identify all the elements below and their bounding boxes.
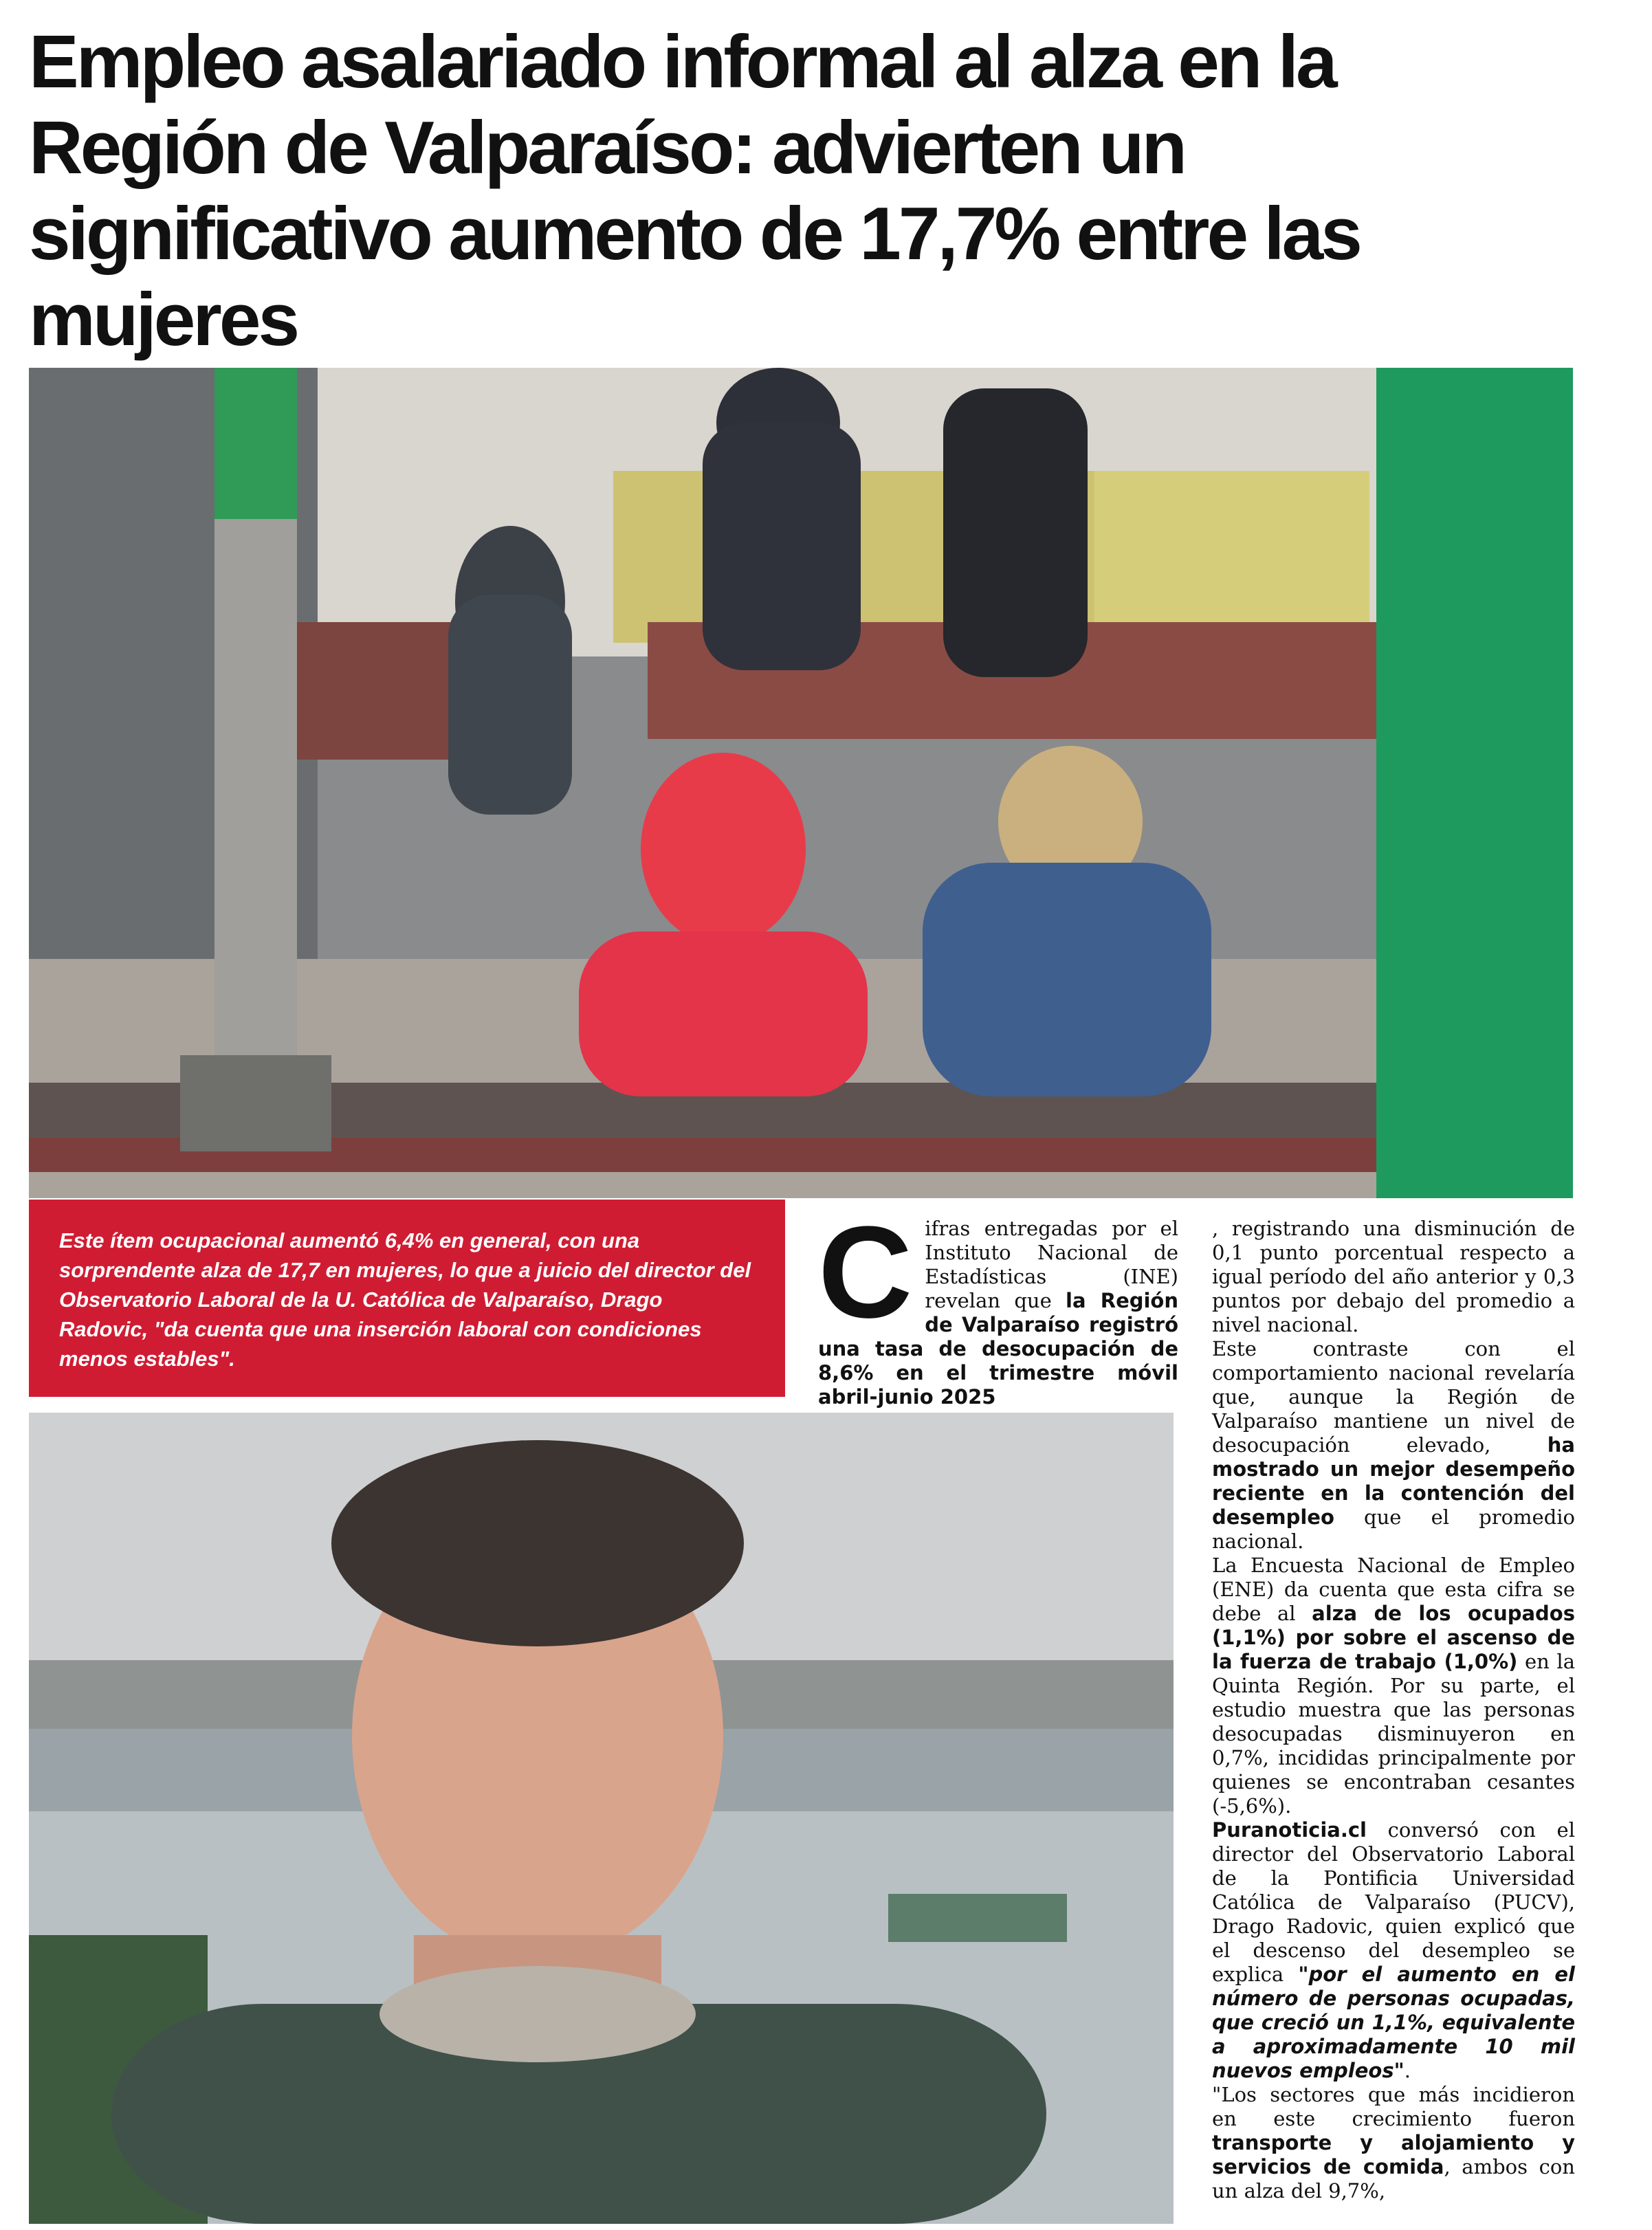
p3-tail: en la Quinta Región. Por su parte, el estudio muestra que las personas desocupadas disminuyeron en 0,7%, incididas principalmente por quienes se encontraban cesantes (-5,6%). [1212, 1650, 1575, 1818]
p5-tail: , ambos con un alza del 9,7%, [1212, 2155, 1575, 2203]
article-column-1 [818, 1200, 1179, 1409]
headline: Empleo asalariado informal al alza en la Región de Valparaíso: advierten un significativo aumento de 17,7% entre las mujeres [29, 20, 1360, 362]
p2-bold: ha mostrado un mejor desempeño reciente en la contención del desempleo [1212, 1433, 1575, 1529]
p5-bold: transporte y alojamiento y servicios de comida [1212, 2131, 1575, 2178]
article-paragraph-3 [1212, 1554, 1575, 1818]
caption-text: Este ítem ocupacional aumentó 6,4% en general, con una sorprendente alza de 17,7 en mujeres, lo que a juicio del director del Observatorio Laboral de la U. Católica de Valparaíso, Drago Radovic, "da cuenta que una inserción laboral con condiciones menos estables". [59, 1228, 751, 1371]
p1-tail: , registrando una disminución de 0,1 punto porcentual respecto a igual período del año anterior y 0,3 puntos por debajo del promedio a nivel nacional. [1212, 1217, 1575, 1336]
article-column-2 [1212, 1217, 1575, 2203]
article-paragraph-5 [1212, 2083, 1575, 2203]
street-photo [29, 368, 1573, 1198]
photo-caption [29, 1200, 785, 1397]
p5-lead: "Los sectores que más incidieron en este crecimiento fueron [1212, 2083, 1575, 2130]
p4-tail: . [1404, 2059, 1411, 2082]
p3-bold: alza de los ocupados (1,1%) por sobre el ascenso de la fuerza de trabajo (1,0%) [1212, 1602, 1575, 1673]
p2-lead: Este contraste con el comportamiento nacional revelaría que, aunque la Región de Valparaíso mantiene un nivel de desocupación elevado, [1212, 1337, 1575, 1457]
source-name: Puranoticia.cl [1212, 1818, 1367, 1842]
article-paragraph-2 [1212, 1337, 1575, 1554]
p4-lead: conversó con el director del Observatorio Laboral de la Pontificia Universidad Católica de Valparaíso (PUCV), Drago Radovic, quien explicó que el descenso del desempleo se explica [1212, 1818, 1575, 1986]
p1-bold: la Región de Valparaíso registró una tasa de desocupación de 8,6% en el trimestre móvil abril-junio 2025 [818, 1289, 1179, 1409]
portrait-photo [29, 1413, 1174, 2224]
p1-lead: ifras entregadas por el Instituto Nacional de Estadísticas (INE) revelan que [925, 1217, 1178, 1312]
drop-cap: C [818, 1200, 913, 1345]
quote-1: "por el aumento en el número de personas ocupadas, que creció un 1,1%, equivalente a aproximadamente 10 mil nuevos empleos" [1212, 1963, 1575, 2082]
article-paragraph-1 [818, 1200, 1179, 1409]
portrait-illustration [29, 1413, 1174, 2224]
street-scene-illustration [29, 368, 1573, 1198]
p3-lead: La Encuesta Nacional de Empleo (ENE) da cuenta que esta cifra se debe al [1212, 1554, 1575, 1625]
p2-tail: que el promedio nacional. [1212, 1505, 1575, 1553]
article-paragraph-4 [1212, 1818, 1575, 2083]
